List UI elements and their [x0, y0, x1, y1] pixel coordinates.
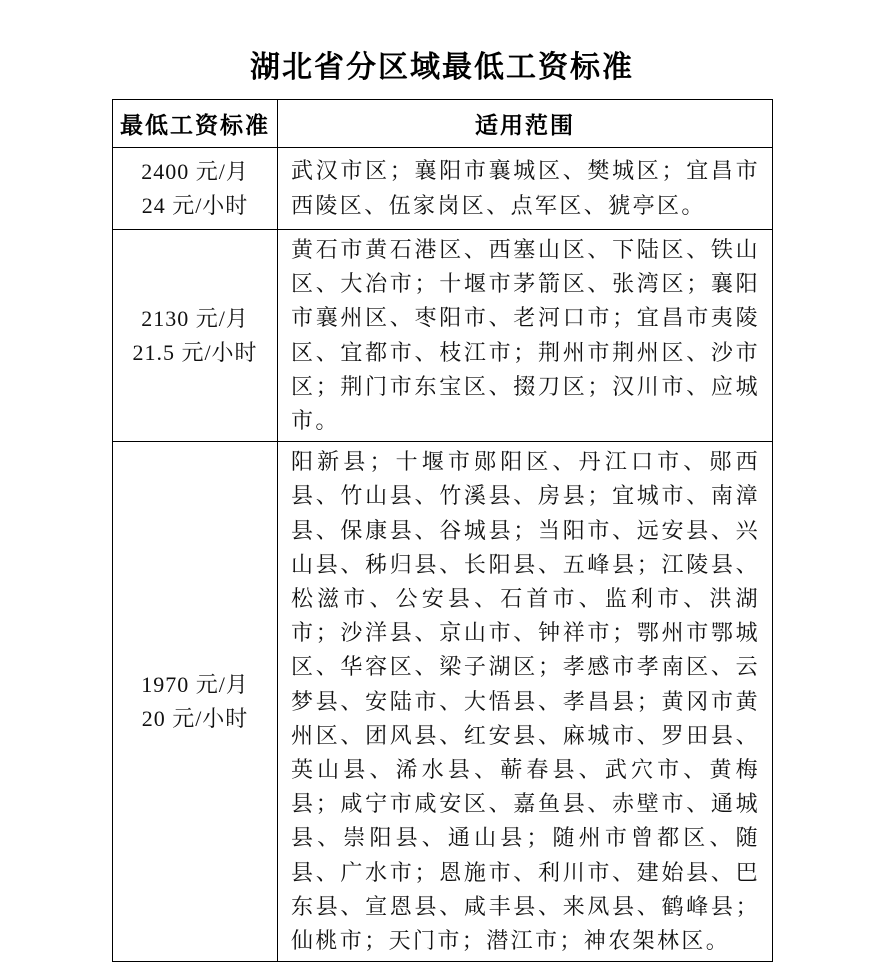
table-header-row	[113, 100, 773, 148]
wage-tier-row-2400	[113, 148, 773, 230]
hourly-wage: 24 元/小时	[141, 192, 249, 218]
applicable-scope-cell: 黄石市黄石港区、西塞山区、下陆区、铁山区、大冶市；十堰市茅箭区、张湾区；襄阳市襄州区、枣阳市、老河口市；宜昌市夷陵区、宜都市、枝江市；荆州市荆州区、沙市区；荆门市东宝区、掇刀区；汉川市、应城市。	[278, 230, 773, 442]
monthly-wage: 2130 元/月	[141, 305, 249, 331]
wage-standard-cell	[113, 230, 278, 442]
applicable-scope-cell: 武汉市区；襄阳市襄城区、樊城区；宜昌市西陵区、伍家岗区、点军区、猇亭区。	[278, 148, 773, 230]
applicable-scope-cell: 阳新县；十堰市郧阳区、丹江口市、郧西县、竹山县、竹溪县、房县；宜城市、南漳县、保康县、谷城县；当阳市、远安县、兴山县、秭归县、长阳县、五峰县；江陵县、松滋市、公安县、石首市、监利市、洪湖市；沙洋县、京山市、钟祥市；鄂州市鄂城区、华容区、梁子湖区；孝感市孝南区、云梦县、安陆市、大悟县、孝昌县；黄冈市黄州区、团风县、红安县、麻城市、罗田县、英山县、浠水县、蕲春县、武穴市、黄梅县；咸宁市咸安区、嘉鱼县、赤壁市、通城县、崇阳县、通山县；随州市曾都区、随县、广水市；恩施市、利川市、建始县、巴东县、宣恩县、咸丰县、来凤县、鹤峰县；仙桃市；天门市；潜江市；神农架林区。	[278, 442, 773, 962]
hourly-wage: 21.5 元/小时	[132, 339, 258, 365]
page-title: 湖北省分区域最低工资标准	[250, 51, 634, 85]
monthly-wage: 2400 元/月	[141, 158, 249, 184]
wage-tier-row-1970	[113, 442, 773, 962]
wage-standard-cell	[113, 148, 278, 230]
wage-standard-cell	[113, 442, 278, 962]
wage-tier-row-2130	[113, 230, 773, 442]
monthly-wage: 1970 元/月	[141, 671, 249, 697]
hourly-wage: 20 元/小时	[141, 705, 249, 731]
wage-standard-column-header: 最低工资标准	[113, 100, 278, 148]
minimum-wage-table	[112, 99, 773, 962]
applicable-scope-column-header: 适用范围	[278, 100, 773, 148]
